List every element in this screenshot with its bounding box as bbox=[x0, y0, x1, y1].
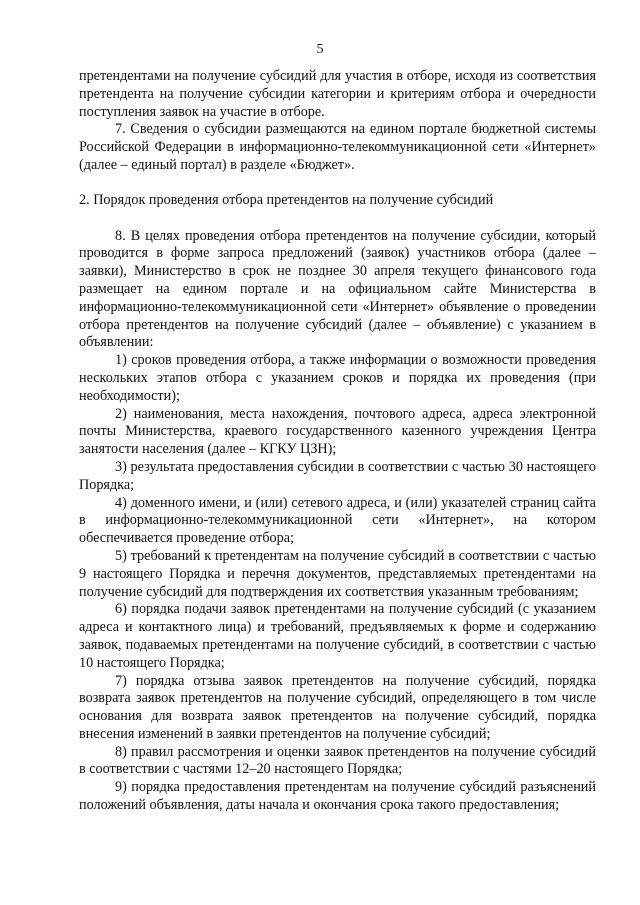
paragraph-7: 7. Сведения о субсидии размещаются на едином портале бюджетной системы Российской Федерации в информационно-телекоммуникационной сети «Интернет» (далее – единый портал) в разделе «Бюджет». bbox=[79, 121, 596, 173]
list-item-4: 4) доменного имени, и (или) сетевого адреса, и (или) указателей страниц сайта в информационно-телекоммуникационной сети «Интернет», на котором обеспечивается проведение отбора; bbox=[79, 494, 596, 547]
section-heading: 2. Порядок проведения отбора претендентов на получение субсидий bbox=[79, 191, 494, 208]
list-item-2: 2) наименования, места нахождения, почтового адреса, адреса электронной почты Министерства, краевого государственного казенного учреждения Центра занятости населения (далее – КГКУ ЦЗН); bbox=[79, 405, 596, 458]
paragraph-continuation: претендентами на получение субсидий для участия в отборе, исходя из соответствия претендента на получение субсидии категории и критериям отбора и очередности поступления заявок на участие в отборе. bbox=[79, 68, 596, 120]
list-item-5: 5) требований к претендентам на получение субсидий в соответствии с частью 9 настоящего Порядка и перечня документов, представляемых претендентами на получение субсидий для подтверждения их соответствия указанным требованиям; bbox=[79, 547, 596, 600]
document-body bbox=[79, 68, 596, 815]
list-item-9: 9) порядка предоставления претендентам на получение субсидий разъяснений положений объявления, даты начала и окончания срока такого предоставления; bbox=[79, 779, 596, 814]
list-item-7: 7) порядка отзыва заявок претендентов на получение субсидий, порядка возврата заявок претендентов на получение субсидий, определяющего в том числе основания для возврата заявок претендентов на получение субсидий, порядка внесения изменений в заявки претендентов на получение субсидий; bbox=[79, 672, 596, 742]
list-item-8: 8) правил рассмотрения и оценки заявок претендентов на получение субсидий в соответствии с частями 12–20 настоящего Порядка; bbox=[79, 743, 596, 778]
paragraph-8: 8. В целях проведения отбора претендентов на получение субсидии, который проводится в форме запроса предложений (заявок) участников отбора (далее – заявки), Министерство в срок не позднее 30 апреля текущего финансового года размещает на едином портале и на официальном сайте Министерства в информационно-телекоммуникационной сети «Интернет» объявление о проведении отбора претендентов на получение субсидий (далее – объявление) с указанием в объявлении: bbox=[79, 227, 596, 351]
page-number: 5 bbox=[316, 42, 324, 57]
list-item-3: 3) результата предоставления субсидии в соответствии с частью 30 настоящего Порядка; bbox=[79, 458, 596, 493]
list-item-1: 1) сроков проведения отбора, а также информации о возможности проведения нескольких этапов отбора с указанием сроков и порядка их проведения (при необходимости); bbox=[79, 352, 596, 404]
list-item-6: 6) порядка подачи заявок претендентами на получение субсидий (с указанием адреса и контактного лица) и требований, предъявляемых к форме и содержанию заявок, подаваемых претендентами на получение субсидий, в соответствии с частью 10 настоящего Порядка; bbox=[79, 601, 596, 671]
